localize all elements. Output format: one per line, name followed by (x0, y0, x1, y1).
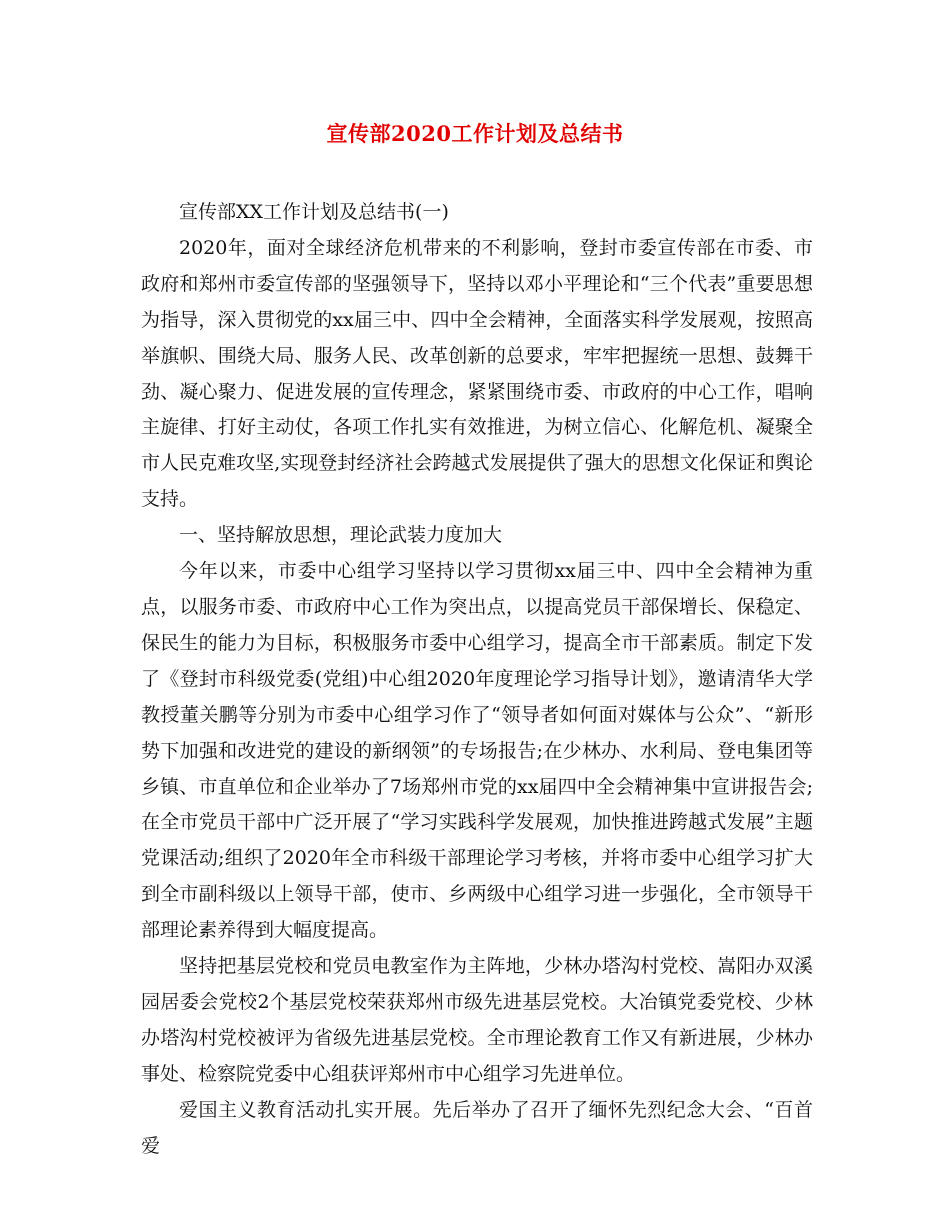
document-body (141, 195, 813, 1164)
subtitle-paragraph: 宣传部XX工作计划及总结书(一) (179, 201, 449, 223)
body-paragraph: 坚持把基层党校和党员电教室作为主阵地，少林办塔沟村党校、嵩阳办双溪园居委会党校2个基层党校荣获郑州市级先进基层党校。大冶镇党委党校、少林办塔沟村党校被评为省级先进基层党校。全市理论教育工作又有新进展，少林办事处、检察院党委中心组获评郑州市中心组学习先进单位。 (141, 955, 813, 1085)
document-title: 宣传部2020工作计划及总结书 (326, 121, 624, 146)
intro-paragraph: 2020年，面对全球经济危机带来的不利影响，登封市委宣传部在市委、市政府和郑州市委宣传部的坚强领导下，坚持以邓小平理论和“三个代表”重要思想为指导，深入贯彻党的xx届三中、四中全会精神，全面落实科学发展观，按照高举旗帜、围绕大局、服务人民、改革创新的总要求，牢牢把握统一思想、鼓舞干劲、凝心聚力、促进发展的宣传理念，紧紧围绕市委、市政府的中心工作，唱响主旋律、打好主动仗，各项工作扎实有效推进，为树立信心、化解危机、凝聚全市人民克难攻坚,实现登封经济社会跨越式发展提供了强大的思想文化保证和舆论支持。 (141, 236, 813, 511)
body-paragraph: 今年以来，市委中心组学习坚持以学习贯彻xx届三中、四中全会精神为重点，以服务市委、市政府中心工作为突出点，以提高党员干部保增长、保稳定、保民生的能力为目标，积极服务市委中心组学习，提高全市干部素质。制定下发了《登封市科级党委(党组)中心组2020年度理论学习指导计划》，邀请清华大学教授董关鹏等分别为市委中心组学习作了“领导者如何面对媒体与公众”、“新形势下加强和改进党的建设的新纲领”的专场报告;在少林办、水利局、登电集团等乡镇、市直单位和企业举办了7场郑州市党的xx届四中全会精神集中宣讲报告会;在全市党员干部中广泛开展了“学习实践科学发展观，加快推进跨越式发展”主题党课活动;组织了2020年全市科级干部理论学习考核，并将市委中心组学习扩大到全市副科级以上领导干部，使市、乡两级中心组学习进一步强化，全市领导干部理论素养得到大幅度提高。 (141, 560, 813, 942)
section-heading: 一、坚持解放思想，理论武装力度加大 (179, 524, 503, 547)
body-paragraph: 爱国主义教育活动扎实开展。先后举办了召开了缅怀先烈纪念大会、“百首爱 (141, 1098, 813, 1157)
